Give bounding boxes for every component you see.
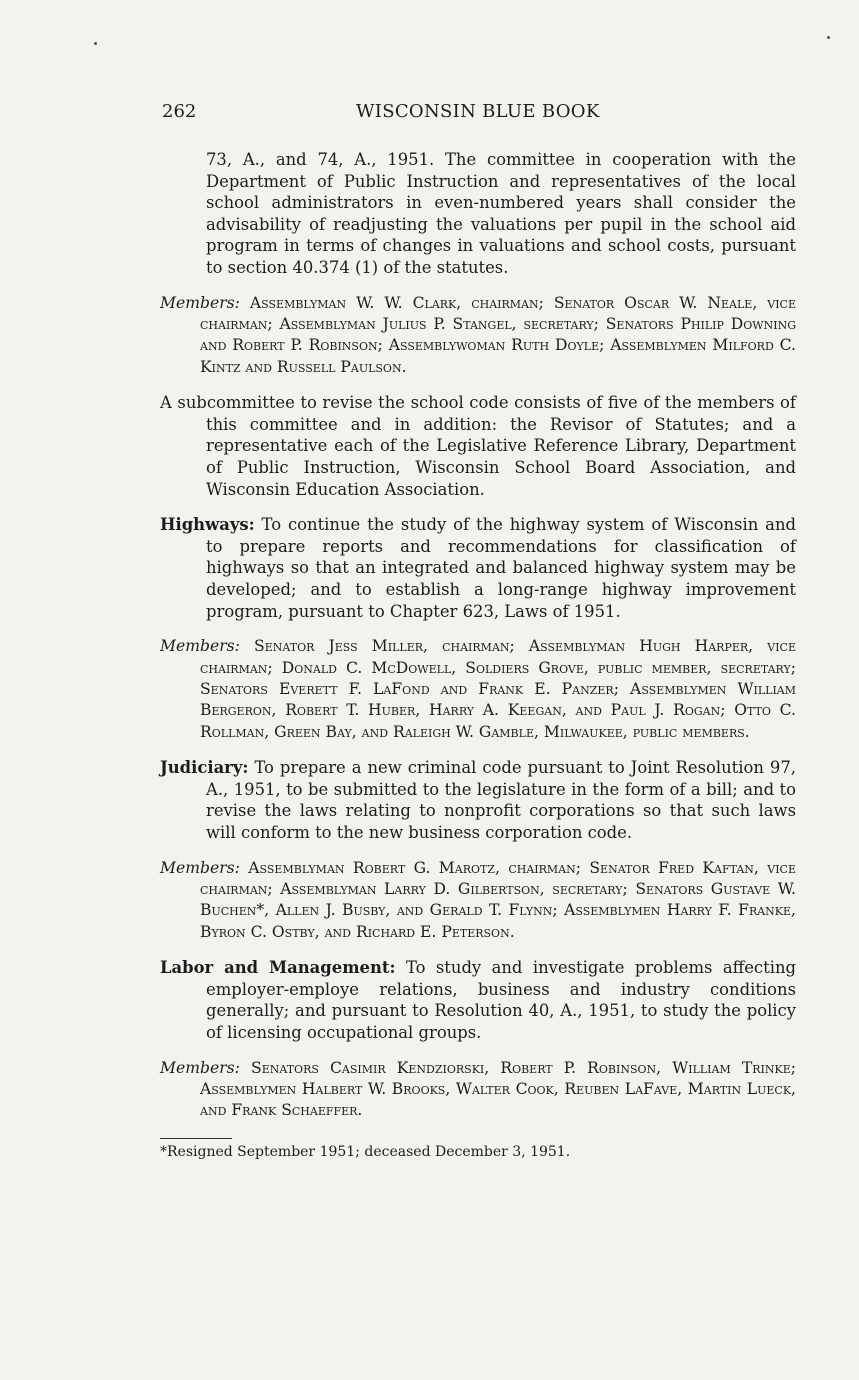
footnote-divider — [160, 1138, 232, 1139]
members-list — [160, 293, 796, 379]
page-body — [160, 149, 796, 1161]
subcommittee-paragraph: A subcommittee to revise the school code consists of five of the members of this committee and in addition: the Revisor of Statutes; and a representative each of the Legislative Reference Library, Department of Public Instruction, Wisconsin School Board Association, and Wisconsin Education Association. — [160, 393, 796, 499]
continuation-paragraph: 73, A., and 74, A., 1951. The committee in cooperation with the Department of Public Instruction and representatives of the local school administrators in even-numbered years shall consider the advisability of readjusting the valuations per pupil in the school aid program in terms of changes in valuations and school costs, pursuant to section 40.374 (1) of the statutes. — [206, 150, 796, 277]
judiciary-paragraph: Judiciary: To prepare a new criminal code pursuant to Joint Resolution 97, A., 1951, to be submitted to the legislature in the form of a bill; and to revise the laws relating to nonprofit corporations so that such laws will conform to the new business corporation code. — [160, 758, 796, 842]
scan-speck — [94, 42, 97, 45]
members-list — [160, 858, 796, 944]
page-header — [162, 99, 792, 125]
members-label: Members: — [160, 1058, 240, 1077]
scan-speck — [827, 36, 830, 39]
members-list — [160, 636, 796, 743]
members-names: Assemblyman Robert G. Marotz, chairman; Senator Fred Kaftan, vice chairman; Assemblyman Larry D. Gilbertson, secretary; Senators Gustave W. Buchen*, Allen J. Busby, and Gerald T. Flynn; Assemblymen Harry F. Franke, Byron C. Ostby, and Richard E. Peterson. — [200, 858, 796, 941]
members-label: Members: — [160, 858, 240, 877]
labor-management-paragraph: Labor and Management: To study and investigate problems affecting employer-employe relations, business and industry conditions generally; and pursuant to Resolution 40, A., 1951, to study the policy of licensing occupational groups. — [160, 958, 796, 1042]
footnote: *Resigned September 1951; deceased December 3, 1951. — [160, 1143, 571, 1160]
highways-paragraph: Highways: To continue the study of the highway system of Wisconsin and to prepare reports and recommendations for classification of highways so that an integrated and balanced highway system may be developed; and to establish a long-range highway improvement program, pursuant to Chapter 623, Laws of 1951. — [160, 515, 796, 621]
members-label: Members: — [160, 293, 240, 312]
members-names: Assemblyman W. W. Clark, chairman; Senator Oscar W. Neale, vice chairman; Assemblyman Julius P. Stangel, secretary; Senators Philip Downing and Robert P. Robinson; Assemblywoman Ruth Doyle; Assemblymen Milford C. Kintz and Russell Paulson. — [200, 293, 796, 376]
members-names: Senators Casimir Kendziorski, Robert P. Robinson, William Trinke; Assemblymen Halbert W. Brooks, Walter Cook, Reuben LaFave, Martin Lueck, and Frank Schaeffer. — [200, 1058, 796, 1120]
members-names: Senator Jess Miller, chairman; Assemblyman Hugh Harper, vice chairman; Donald C. McDowell, Soldiers Grove, public member, secretary; Senators Everett F. LaFond and Frank E. Panzer; Assemblymen William Bergeron, Robert T. Huber, Harry A. Keegan, and Paul J. Rogan; Otto C. Rollman, Green Bay, and Raleigh W. Gamble, Milwaukee, public members. — [200, 637, 796, 741]
section-heading: Labor and Management: — [160, 958, 396, 978]
members-list — [160, 1058, 796, 1122]
members-label: Members: — [160, 637, 240, 656]
page-number: 262 — [162, 101, 197, 122]
section-heading: Judiciary: — [160, 758, 249, 778]
section-heading: Highways: — [160, 515, 255, 535]
running-title: WISCONSIN BLUE BOOK — [356, 101, 600, 122]
